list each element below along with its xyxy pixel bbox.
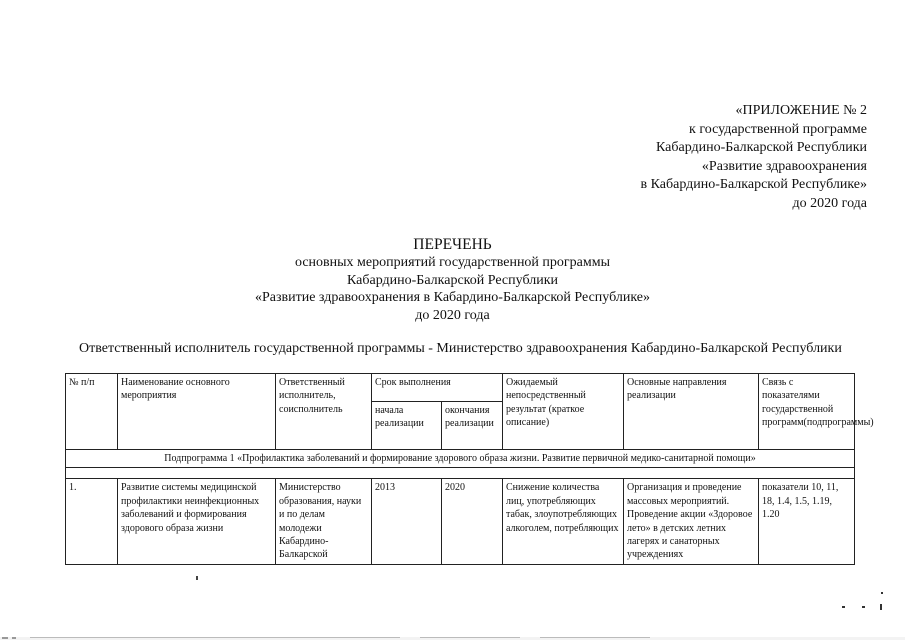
title-line: основных мероприятий государственной программы bbox=[294, 254, 610, 270]
title-line: до 2020 года bbox=[415, 308, 490, 324]
table-header-row bbox=[66, 374, 855, 402]
title-heading: ПЕРЕЧЕНЬ bbox=[413, 236, 492, 253]
header-end: окончания реализации bbox=[442, 401, 503, 449]
scan-mark bbox=[196, 576, 198, 580]
header-expected: Ожидаемый непосредственный результат (краткое описание) bbox=[503, 374, 624, 450]
scan-mark bbox=[880, 604, 882, 610]
appendix-line: к государственной программе bbox=[689, 121, 867, 137]
header-link: Связь с показателями государственной программ(подпрограммы) bbox=[759, 374, 855, 450]
cell-responsible: Министерство образования, науки и по делам молодежи Кабардино-Балкарской bbox=[276, 479, 372, 564]
subprogram-title: Подпрограмма 1 «Профилактика заболеваний и формирование здорового образа жизни. Развитие первичной медико-санитарной помощи» bbox=[66, 450, 855, 468]
cell-end: 2020 bbox=[442, 479, 503, 564]
appendix-line: в Кабардино-Балкарской Республике» bbox=[640, 177, 867, 193]
scan-artifacts bbox=[0, 628, 905, 640]
appendix-line: Кабардино-Балкарской Республики bbox=[656, 140, 867, 156]
spacer-row bbox=[66, 468, 855, 479]
header-start: начала реализации bbox=[372, 401, 442, 449]
title-line: «Развитие здравоохранения в Кабардино-Балкарской Республике» bbox=[254, 290, 651, 306]
cell-expected: Снижение количества лиц, употребляющих табак, злоупотребляющих алкоголем, потребляющих bbox=[503, 479, 624, 564]
scan-mark bbox=[862, 606, 865, 608]
appendix-line: до 2020 года bbox=[792, 195, 867, 211]
responsible-executor-line: Ответственный исполнитель государственной программы - Министерство здравоохранения Кабардино-Балкарской Республики bbox=[79, 341, 842, 356]
header-num: № п/п bbox=[66, 374, 118, 450]
document-title bbox=[0, 236, 905, 325]
spacer-cell bbox=[66, 468, 855, 479]
subprogram-row bbox=[66, 450, 855, 468]
cell-directions: Организация и проведение массовых мероприятий. Проведение акции «Здоровое лето» в детских летних лагерях и санаторных учреждениях bbox=[624, 479, 759, 564]
scan-mark bbox=[842, 606, 845, 608]
appendix-line: «Развитие здравоохранения bbox=[701, 158, 867, 174]
header-period: Срок выполнения bbox=[372, 374, 503, 402]
measures-table bbox=[65, 373, 874, 565]
scan-mark bbox=[881, 592, 883, 594]
header-directions: Основные направления реализации bbox=[624, 374, 759, 450]
header-responsible: Ответственный исполнитель, соисполнитель bbox=[276, 374, 372, 450]
title-line: Кабардино-Балкарской Республики bbox=[347, 272, 558, 288]
appendix-block bbox=[537, 102, 867, 214]
cell-start: 2013 bbox=[372, 479, 442, 564]
cell-name: Развитие системы медицинской профилактики неинфекционных заболеваний и формирования здорового образа жизни bbox=[118, 479, 276, 564]
cell-link: показатели 10, 11, 18, 1.4, 1.5, 1.19, 1.20 bbox=[759, 479, 855, 564]
header-name: Наименование основного мероприятия bbox=[118, 374, 276, 450]
cell-num: 1. bbox=[66, 479, 118, 564]
table-row bbox=[66, 479, 855, 564]
appendix-line: «ПРИЛОЖЕНИЕ № 2 bbox=[735, 103, 867, 118]
